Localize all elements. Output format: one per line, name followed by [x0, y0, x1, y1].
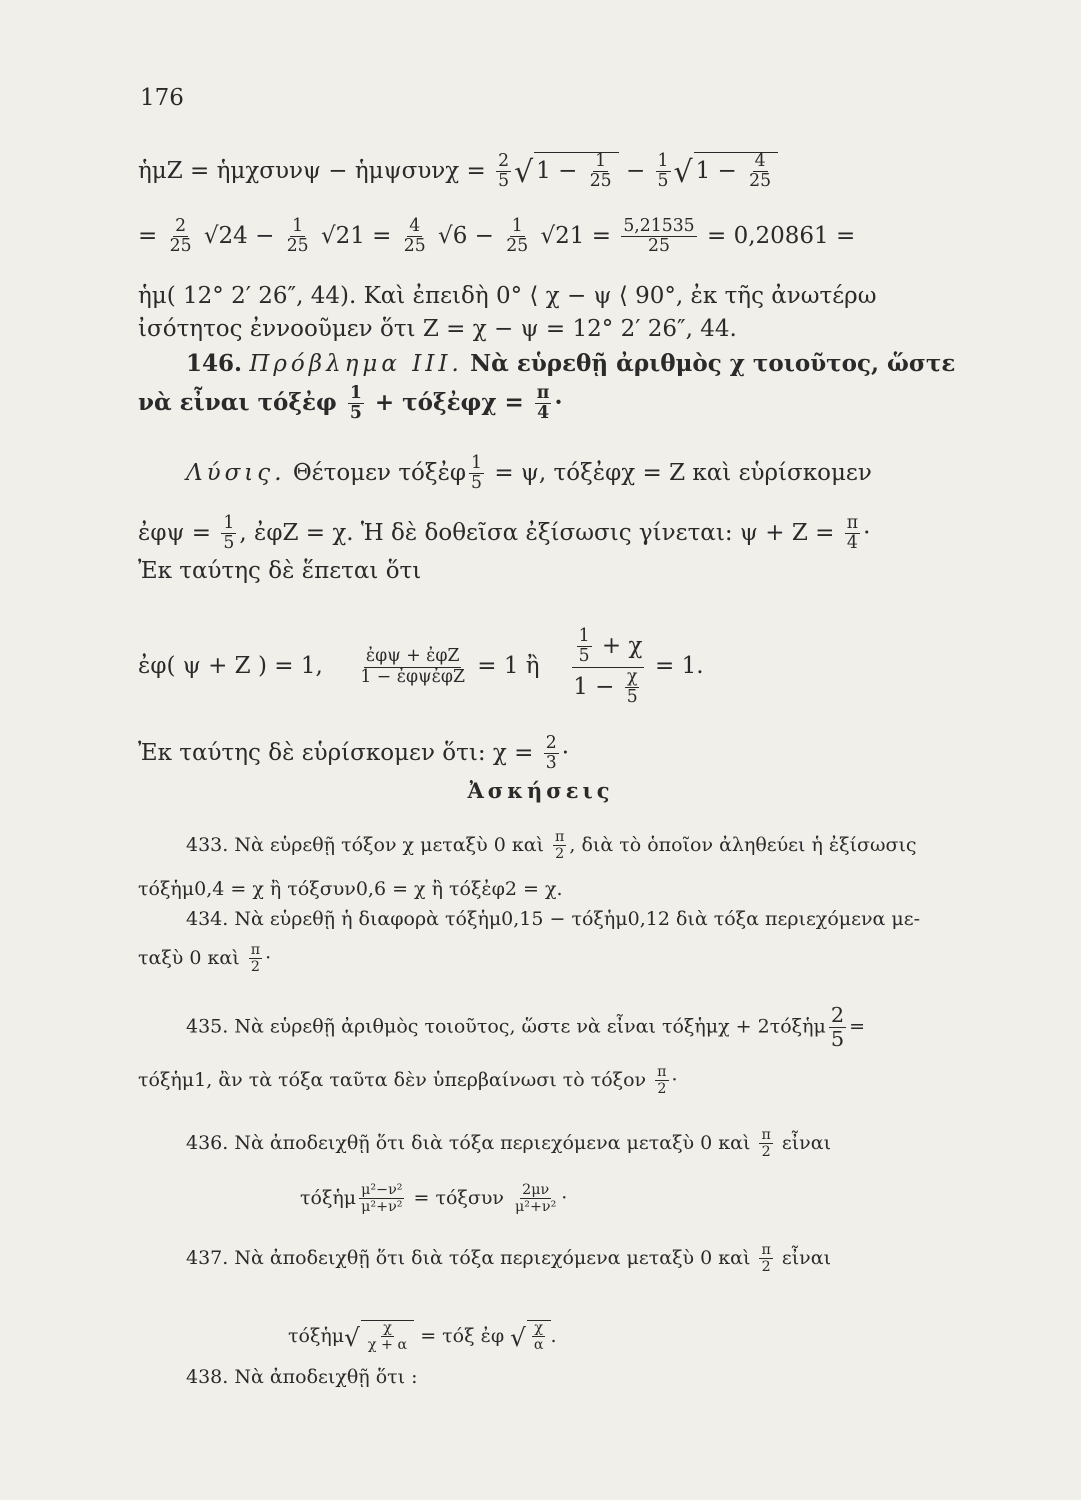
exercise-437: 437. Νὰ ἀποδειχθῇ ὅτι διὰ τόξα περιεχόμενα μεταξὺ 0 καὶ $\frac{\pi}{2}$ εἶναι [186, 1242, 832, 1276]
solution-line-3: Ἐκ ταύτης δὲ ἕπεται ὅτι [138, 558, 422, 584]
page-number: 176 [140, 85, 184, 111]
problem-number: 146. [186, 350, 243, 377]
problem-condition: νὰ εἶναι τόξἐφ $\frac{1}{5}$ + τόξἐφχ = $\frac{\pi}{4}$ · [138, 383, 563, 424]
exercise-436-formula: τόξἡμ $\frac{\text{μ²−ν²}}{\text{μ²+ν²}}$ = τόξσυν $\frac{2\mu\nu}{\text{μ²+ν²}}$ · [300, 1182, 568, 1216]
solution-line-2: ἐφψ = $\frac{1}{5}$ , ἐφΖ = χ. Ἡ δὲ δοθεῖσα ἐξίσωσις γίνεται: ψ + Z = $\frac{\pi}{4}$ · [138, 513, 871, 554]
solution-line-4: ἐφ( ψ + Z ) = 1, $\frac{\text{ἐφψ + ἐφΖ}}{\text{1 − ἐφψἐφΖ}}$ = 1 ἢ $\frac{1}{5}$ + χ 1 − $\frac{\chi}{5}$ = 1. [138, 626, 704, 707]
exercise-438: 438. Νὰ ἀποδειχθῇ ὅτι : [186, 1366, 418, 1388]
exercise-434-cont: ταξὺ 0 καὶ $\frac{\pi}{2}$ · [138, 942, 272, 976]
exercise-433-cont: τόξἡμ0,4 = χ ἢ τόξσυν0,6 = χ ἢ τόξἐφ2 = χ. [138, 878, 563, 900]
problem-statement: Νὰ εὑρεθῇ ἀριθμὸς χ τοιοῦτος, ὥστε [470, 350, 956, 377]
formula-line-4: ἰσότητος ἐννοοῦμεν ὅτι Z = χ − ψ = 12° 2′ 26″, 44. [138, 316, 737, 342]
solution-line-5: Ἐκ ταύτης δὲ εὑρίσκομεν ὅτι: χ = $\frac{2}{3}$ · [138, 733, 570, 774]
formula-line-3: ἡμ( 12° 2′ 26″, 44). Καὶ ἐπειδὴ 0° ⟨ χ − ψ ⟨ 90°, ἐκ τῆς ἀνωτέρω [138, 283, 877, 309]
problem-heading [0, 352, 1081, 376]
exercise-436: 436. Νὰ ἀποδειχθῇ ὅτι διὰ τόξα περιεχόμενα μεταξὺ 0 καὶ $\frac{\pi}{2}$ εἶναι [186, 1127, 832, 1161]
exercise-435-cont: τόξἡμ1, ἂν τὰ τόξα ταῦτα δὲν ὑπερβαίνωσι τὸ τόξον $\frac{\pi}{2}$ · [138, 1064, 678, 1098]
exercises-heading: Ἀσκήσεις [467, 778, 614, 803]
exercise-437-formula: τόξἡμ√ $\frac{\chi}{\chi + \alpha}$ = τόξ ἐφ √ $\frac{\chi}{\alpha}$ . [288, 1320, 557, 1354]
formula-line-1: ἡμΖ = ἡμχσυνψ − ἡμψσυνχ = $\frac{2}{5}$ √ 1 − $\frac{1}{25}$ − $\frac{1}{5}$ √ 1 − $\frac{4}{25}$ [0, 152, 1081, 191]
exercise-434: 434. Νὰ εὑρεθῇ ἡ διαφορὰ τόξἡμ0,15 − τόξἡμ0,12 διὰ τόξα περιεχόμενα με- [186, 908, 920, 930]
exercise-435: 435. Νὰ εὑρεθῇ ἀριθμὸς τοιοῦτος, ὥστε νὰ εἶναι τόξἡμχ + 2τόξἡμ $\frac{2}{5}$ = [186, 1003, 866, 1051]
formula-line-2: = $\frac{2}{25}$ √24 − $\frac{1}{25}$ √21 = $\frac{4}{25}$ √6 − $\frac{1}{25}$ √21 = $\frac{5,21535}{25}$ = 0,20861 = [138, 216, 856, 257]
problem-label: Πρόβλημα III. [249, 351, 463, 377]
solution-line-1: Λύσις. Θέτομεν τόξἐφ $\frac{1}{5}$ = ψ, τόξἐφχ = Z καὶ εὑρίσκομεν [186, 453, 872, 494]
solution-label: Λύσις. [186, 459, 286, 486]
exercise-433: 433. Νὰ εὑρεθῇ τόξον χ μεταξὺ 0 καὶ $\frac{\pi}{2}$ , διὰ τὸ ὁποῖον ἀληθεύει ἡ ἐξίσωσις [186, 829, 917, 863]
fraction: $\frac{2}{5}$ [498, 151, 510, 192]
